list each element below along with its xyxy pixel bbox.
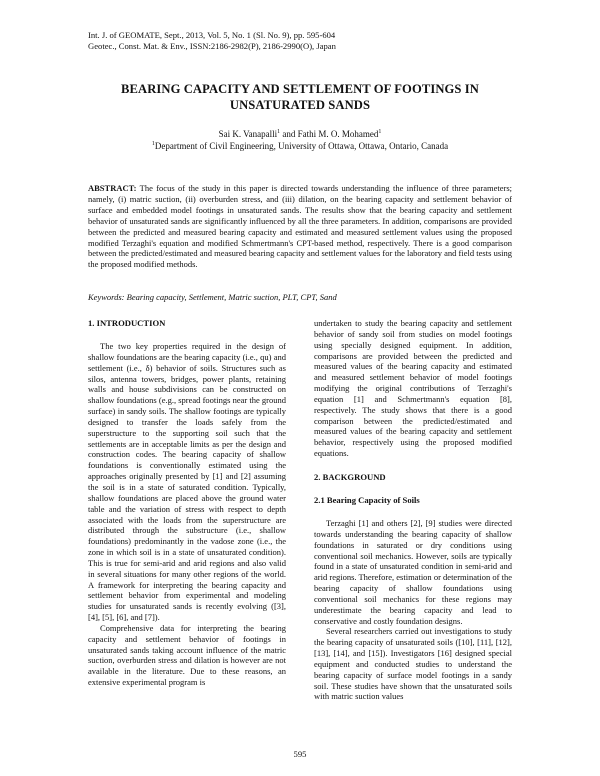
intro-paragraph-2: Comprehensive data for interpreting the bearing capacity and settlement behavior of footings in unsaturated sands taking account influence of the matric suction, overburden stress and dilation is however are not available in the literature. Due to these reasons, an extensive experimental program is [88,622,286,688]
author-2: and Fathi M. O. Mohamed [280,129,379,139]
author-1: Sai K. Vanapalli [218,129,278,139]
affiliation [60,139,540,152]
page-number: 595 [293,749,307,759]
journal-header-line2: Geotec., Const. Mat. & Env., ISSN:2186-2982(P), 2186-2990(O), Japan [88,41,336,51]
keywords: Keywords: Bearing capacity, Settlement, Matric suction, PLT, CPT, Sand [88,292,337,302]
abstract-label: ABSTRACT: [88,183,137,193]
author-2-affil-mark: 1 [378,129,382,135]
right-column [314,318,512,702]
journal-header [88,30,336,52]
section-heading-introduction: 1. INTRODUCTION [88,318,166,328]
author-1-affil-mark: 1 [277,129,281,135]
abstract [88,183,512,270]
affiliation-text: Department of Civil Engineering, University of Ottawa, Ottawa, Ontario, Canada [154,141,449,151]
paper-title [60,81,540,113]
background-paragraph-1: Terzaghi [1] and others [2], [9] studies were directed towards understanding the bearing capacity of shallow foundations in saturated or dry conditions using conventional soil mechanics. However, soils are typically found in a state of unsaturated condition in semi-arid and arid regions. Therefore, estimation or determination of the bearing capacity of shallow foundations using conventional soil mechanics for these regions may underestimate the bearing capacity and lead to conservative and costly foundation designs. [314,517,512,626]
section-heading-background: 2. BACKGROUND [314,471,386,482]
abstract-text: The focus of the study in this paper is directed towards understanding the influence of three parameters; namely, (i) matric suction, (ii) overburden stress, and (iii) dilation, on the bearing capacity and settlement behavior of surface and embedded model footings in unsaturated sands. The results show that the bearing capacity and settlement behavior of unsaturated sands are significantly influenced by all the three parameters. In addition, comparisons are provided between the predicted and measured bearing capacity and estimated and measured settlement values using the proposed modified Terzaghi's equation and modified Schmertmann's CPT-based method, respectively. There is a good comparison between the predicted/estimated and measured bearing capacity and settlement values for the laboratory and field tests using the proposed modified methods. [88,183,512,270]
subsection-heading-bearing-capacity: 2.1 Bearing Capacity of Soils [314,494,420,505]
paper-title-line1: BEARING CAPACITY AND SETTLEMENT OF FOOTINGS IN [121,82,479,96]
journal-header-line1: Int. J. of GEOMATE, Sept., 2013, Vol. 5, No. 1 (Sl. No. 9), pp. 595-604 [88,30,336,40]
intro-paragraph-1: The two key properties required in the design of shallow foundations are the bearing capacity (i.e., qu) and settlement (i.e., δ) behavior of soils. Structures such as silos, antenna towers, bridges, power plants, retaining walls and house subdivisions can be constructed on shallow foundations (e.g., spread footings near the ground surface) in sandy soils. The shallow footings are typically designed to transfer the loads safely from the superstructure to the supporting soil such that the settlements are in acceptable limits as per the design and construction codes. The bearing capacity of shallow foundations is conventionally estimated using the approaches originally presented by [1] and [2] assuming the soil is in a state of saturated condition. Typically, shallow foundations are placed above the ground water table and the variation of stress with respect to depth associated with the loads from the superstructure are distributed through the substructure (i.e., shallow foundations) predominantly in the vadose zone (i.e., the zone in which soil is in a state of unsaturated condition). This is true for semi-arid and arid regions and also valid in several situations for many other regions of the world. A framework for interpreting the bearing capacity and settlement behavior from experimental and modeling studies for unsaturated sands is recently evolving ([3], [4], [5], [6], and [7]). [88,341,286,623]
left-column [88,318,286,688]
background-paragraph-2: Several researchers carried out investigations to study the bearing capacity of unsaturated soils ([10], [11], [12], [13], [14], and [15]). Investigators [16] designed special equipment and conducted studies to understand the bearing capacity of surface model footings in a sandy soil. These studies have shown that the unsaturated soils with matric suction values [314,626,512,702]
intro-continuation: undertaken to study the bearing capacity and settlement behavior of sandy soil from studies on model footings using specially designed equipment. In addition, comparisons are provided between the predicted and measured values of the bearing capacity and estimated and measured settlement behavior of model footings modifying the original contributions of Terzaghi's equation [1] and Schmertmann's equation [8], respectively. The study shows that there is a good comparison between the predicted/estimated and measured values of the bearing capacity and settlement behavior, respectively using the proposed modified equations. [314,318,512,459]
paper-title-line2: UNSATURATED SANDS [229,98,371,112]
affiliation-mark: 1 [151,141,155,147]
